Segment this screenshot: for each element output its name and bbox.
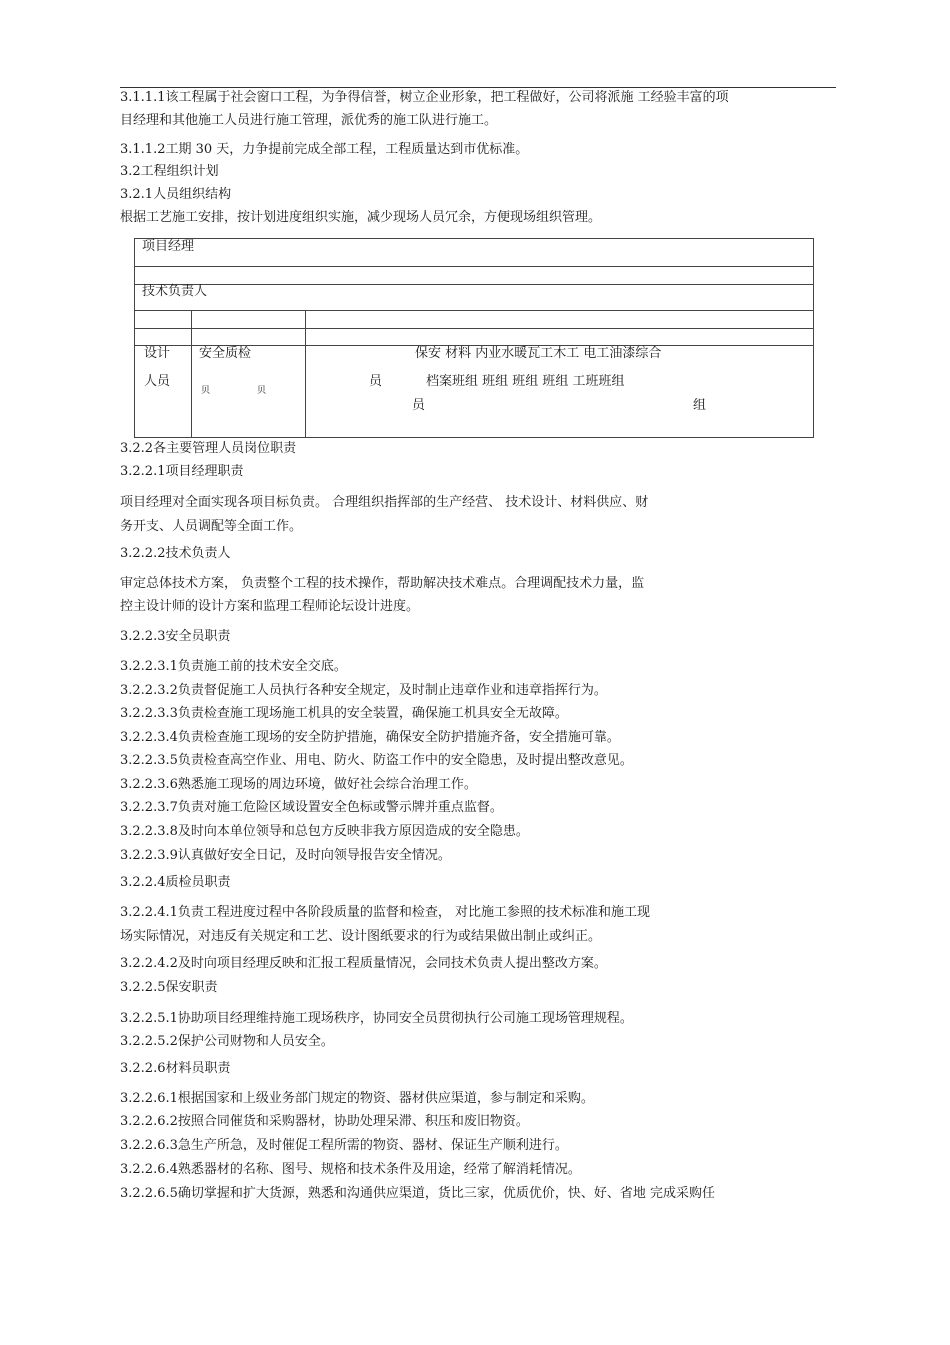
para-tech-lead-line2: 控主设计师的设计方案和监理工程师论坛设计进度。 <box>120 599 420 614</box>
item-3-2-2-3-1: 3.2.2.3.1负责施工前的技术安全交底。 <box>120 659 347 674</box>
item-3-2-2-6-1: 3.2.2.6.1根据国家和上级业务部门规定的物资、器材供应渠道，参与制定和采购。 <box>120 1091 594 1106</box>
table-hline <box>135 310 813 311</box>
heading-3-2-2-1: 3.2.2.1项目经理职责 <box>120 464 244 479</box>
table-hline <box>135 284 813 285</box>
cell-designer-line2: 人员 <box>144 374 171 389</box>
para-3-1-1-1-line1: 3.1.1.1该工程属于社会窗口工程，为争得信誉，树立企业形象，把工程做好，公司将派施 工经验丰富的项 <box>120 90 729 105</box>
heading-3-2-2-3: 3.2.2.3安全员职责 <box>120 629 231 644</box>
heading-3-2-2-5: 3.2.2.5保安职责 <box>120 980 218 995</box>
item-3-2-2-3-7: 3.2.2.3.7负责对施工危险区域设置安全色标或警示牌并重点监督。 <box>120 800 503 815</box>
cell-teams-row3b: 组 <box>693 398 707 413</box>
para-pm-duty-line1: 项目经理对全面实现各项目标负责。 合理组织指挥部的生产经营、 技术设计、材料供应、财 <box>120 495 649 510</box>
item-3-2-2-3-2: 3.2.2.3.2负责督促施工人员执行各种安全规定，及时制止违章作业和违章指挥行为。 <box>120 683 607 698</box>
heading-3-2-2-4: 3.2.2.4质检员职责 <box>120 875 231 890</box>
item-3-2-2-3-4: 3.2.2.3.4负责检查施工现场的安全防护措施，确保安全防护措施齐备，安全措施可靠。 <box>120 730 620 745</box>
cell-teams-row1: 保安 材料 内业水暖瓦工木工 电工油漆综合 <box>415 346 662 361</box>
table-hline <box>135 328 813 329</box>
para-3-1-1-1-line2: 目经理和其他施工人员进行施工管理，派优秀的施工队进行施工。 <box>120 113 498 128</box>
item-3-2-2-3-5: 3.2.2.3.5负责检查高空作业、用电、防火、防盗工作中的安全隐患，及时提出整改意见。 <box>120 753 633 768</box>
item-3-2-2-6-4: 3.2.2.6.4熟悉器材的名称、图号、规格和技术条件及用途，经常了解消耗情况。 <box>120 1162 581 1177</box>
cell-teams-row2a: 员 <box>369 374 383 389</box>
para-pm-duty-line2: 务开支、人员调配等全面工作。 <box>120 519 303 534</box>
item-3-2-2-5-1: 3.2.2.5.1协助项目经理维持施工现场秩序，协同安全员贯彻执行公司施工现场管理规程。 <box>120 1011 633 1026</box>
item-3-2-2-6-2: 3.2.2.6.2按照合同催货和采购器材，协助处理呆滞、积压和废旧物资。 <box>120 1114 529 1129</box>
heading-3-2-2: 3.2.2各主要管理人员岗位职责 <box>120 441 297 456</box>
header-rule <box>120 87 836 88</box>
cell-designer-line1: 设计 <box>144 346 171 361</box>
para-tech-lead-line1: 审定总体技术方案， 负责整个工程的技术操作，帮助解决技术难点。合理调配技术力量，监 <box>120 576 645 591</box>
table-vline <box>305 310 306 438</box>
org-chart-table <box>134 238 814 438</box>
item-3-2-2-6-3: 3.2.2.6.3急生产所急，及时催促工程所需的物资、器材、保证生产顺利进行。 <box>120 1138 568 1153</box>
cell-project-manager: 项目经理 <box>142 239 195 254</box>
heading-3-2: 3.2工程组织计划 <box>120 164 219 179</box>
cell-tech-lead: 技术负责人 <box>142 284 208 299</box>
item-3-2-2-3-6: 3.2.2.3.6熟悉施工现场的周边环境，做好社会综合治理工作。 <box>120 777 477 792</box>
item-3-2-2-6-5: 3.2.2.6.5确切掌握和扩大货源，熟悉和沟通供应渠道，货比三家，优质优价，快、好、省地 完成采购任 <box>120 1186 716 1201</box>
item-3-2-2-4-2: 3.2.2.4.2及时向项目经理反映和汇报工程质量情况，会同技术负责人提出整改方案。 <box>120 956 607 971</box>
item-3-2-2-5-2: 3.2.2.5.2保护公司财物和人员安全。 <box>120 1034 334 1049</box>
item-3-2-2-3-3: 3.2.2.3.3负责检查施工现场施工机具的安全装置，确保施工机具安全无故障。 <box>120 706 568 721</box>
cell-safety-quality: 安全质检 <box>199 346 252 361</box>
cell-sq-small-2: 贝 <box>257 386 267 396</box>
cell-sq-small-1: 贝 <box>201 386 211 396</box>
table-hline <box>135 266 813 267</box>
cell-teams-row3a: 员 <box>412 398 426 413</box>
table-vline <box>191 310 192 438</box>
heading-3-2-2-6: 3.2.2.6材料员职责 <box>120 1061 231 1076</box>
heading-3-2-1: 3.2.1人员组织结构 <box>120 187 232 202</box>
item-3-2-2-3-8: 3.2.2.3.8及时向本单位领导和总包方反映非我方原因造成的安全隐患。 <box>120 824 529 839</box>
item-3-2-2-3-9: 3.2.2.3.9认真做好安全日记，及时向领导报告安全情况。 <box>120 848 451 863</box>
para-3-1-1-2: 3.1.1.2工期 30 天，力争提前完成全部工程，工程质量达到市优标准。 <box>120 142 529 157</box>
item-3-2-2-4-1-line1: 3.2.2.4.1负责工程进度过程中各阶段质量的监督和检查， 对比施工参照的技术标准和施工现 <box>120 905 651 920</box>
para-org-intro: 根据工艺施工安排，按计划进度组织实施，减少现场人员冗余，方便现场组织管理。 <box>120 210 602 225</box>
cell-teams-row2b: 档案班组 班组 班组 班组 工班班组 <box>426 374 625 389</box>
item-3-2-2-4-1-line2: 场实际情况，对违反有关规定和工艺、设计图纸要求的行为或结果做出制止或纠正。 <box>120 929 602 944</box>
heading-3-2-2-2: 3.2.2.2技术负责人 <box>120 546 231 561</box>
